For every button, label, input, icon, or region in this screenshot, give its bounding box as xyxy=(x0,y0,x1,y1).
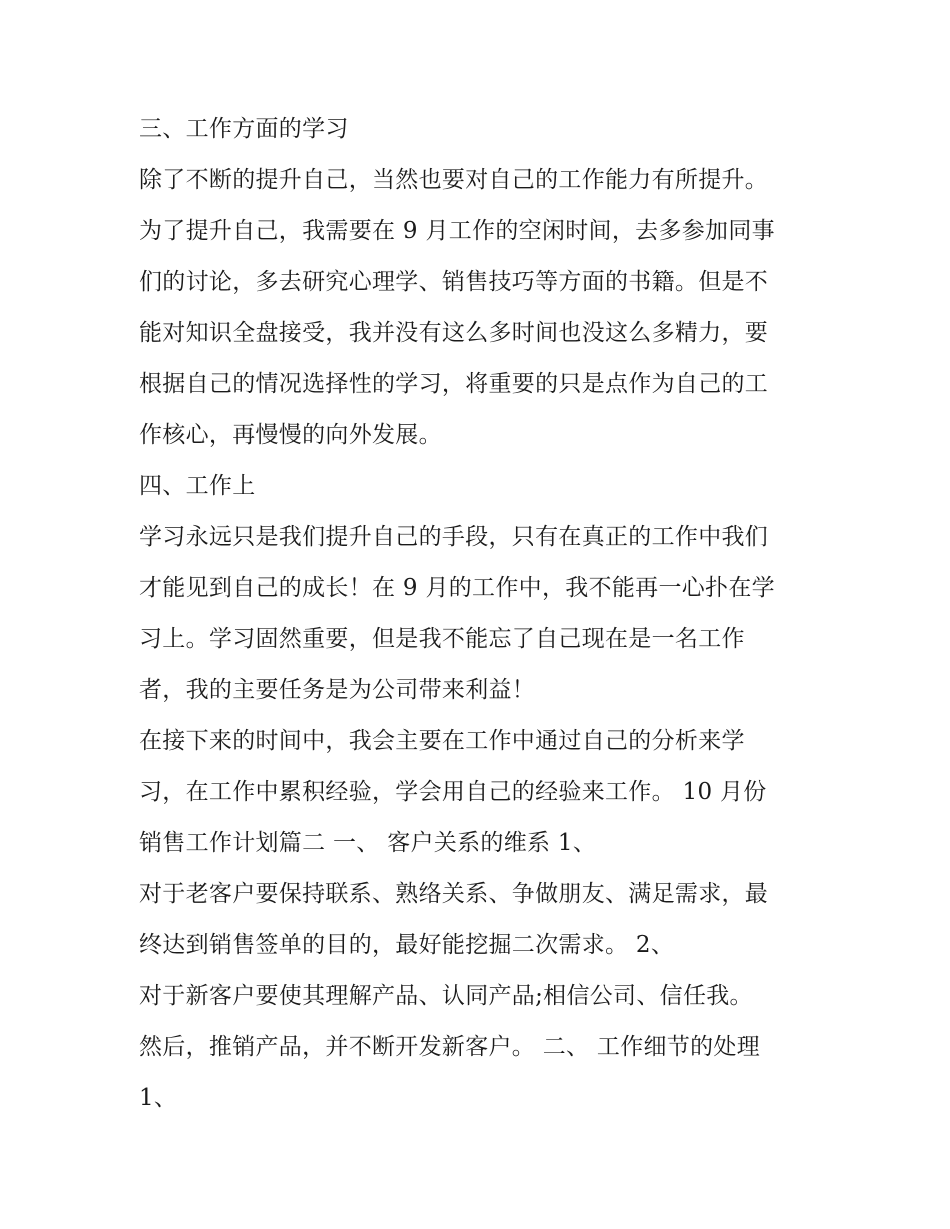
paragraph-line: 对于新客户要使其理解产品、认同产品;相信公司、信任我。 xyxy=(139,983,753,1009)
paragraph-line: 终达到销售签单的目的，最好能挖掘二次需求。 2、 xyxy=(139,932,675,958)
document-body xyxy=(139,104,829,1124)
paragraph-line: 者，我的主要任务是为公司带来利益！ xyxy=(139,677,536,703)
paragraph-line: 习，在工作中累积经验，学会用自己的经验来工作。 10 月份 xyxy=(139,779,767,805)
paragraph-line: 能对知识全盘接受，我并没有这么多时间也没这么多精力，要 xyxy=(139,320,769,346)
paragraph-line: 学习永远只是我们提升自己的手段，只有在真正的工作中我们 xyxy=(139,524,769,550)
paragraph-line: 作核心，再慢慢的向外发展。 xyxy=(139,422,442,448)
paragraph-line: 对于老客户要保持联系、熟络关系、争做朋友、满足需求，最 xyxy=(139,881,769,907)
section-heading-at-work: 四、工作上 xyxy=(139,473,256,499)
paragraph-line: 们的讨论，多去研究心理学、销售技巧等方面的书籍。但是不 xyxy=(139,269,769,295)
paragraph-line: 1、 xyxy=(139,1085,178,1111)
paragraph-line: 才能见到自己的成长！在 9 月的工作中，我不能再一心扑在学 xyxy=(139,575,775,601)
section-heading-work-study: 三、工作方面的学习 xyxy=(139,116,349,142)
paragraph-line: 在接下来的时间中，我会主要在工作中通过自己的分析来学 xyxy=(139,728,745,754)
paragraph-line: 习上。学习固然重要，但是我不能忘了自己现在是一名工作 xyxy=(139,626,745,652)
paragraph-line: 根据自己的情况选择性的学习，将重要的只是点作为自己的工 xyxy=(139,371,769,397)
paragraph-line: 然后，推销产品，并不断开发新客户。 二、 工作细节的处理 xyxy=(139,1034,761,1060)
paragraph-line: 销售工作计划篇二 一、 客户关系的维系 1、 xyxy=(139,830,597,856)
paragraph-line: 除了不断的提升自己，当然也要对自己的工作能力有所提升。 xyxy=(139,167,769,193)
paragraph-line: 为了提升自己，我需要在 9 月工作的空闲时间，去多参加同事 xyxy=(139,218,775,244)
